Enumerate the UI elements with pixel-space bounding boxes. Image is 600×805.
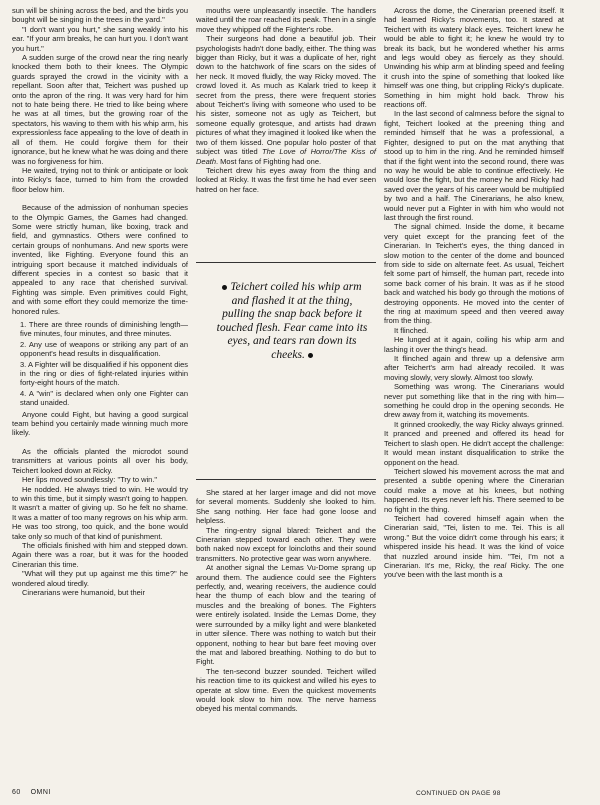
- paragraph: In the last second of calmness before the signal to fight, Teichert looked at the preening thing and reminded himself that he was a professional, a Fighter, designed to put on the mat anything that stood up to him in the ring. And he reminded himself that if the fight went into the second round, there was no way he would be able to continue effectively. He would lose the fight, but the money he and Ricky had saved over the years of his career would be multiplied by two and a half. The Cinerarians, he also knew, would never put a Fighter in with him who would not last through the first round.: [384, 109, 564, 222]
- bullet-icon: [222, 285, 227, 290]
- paragraph: "I don't want you hurt," she sang weakly into his ear. "If your arm breaks, he can hurt you. I don't want you hurt.": [12, 24, 188, 53]
- fighting-rules-list: [12, 320, 188, 408]
- paragraph-text: . Most fans of Fighting had one.: [216, 156, 322, 166]
- bullet-icon: [308, 353, 313, 358]
- paragraph: The officials finished with him and stepped down. Again there was a roar, but it was for the hooded Cinerarian this time.: [12, 540, 188, 569]
- paragraph: It grinned crookedly, the way Ricky always grinned. It pranced and preened and offered its head for Teichert to slash open. He didn't accept the challenge: It would mean instant disqualification to strike the opponent on the head.: [384, 419, 564, 467]
- rule-item: 3. A Fighter will be disqualified if his opponent dies in the ring or dies of fight-related injuries within forty-eight hours of the match.: [20, 359, 188, 388]
- paragraph: A sudden surge of the crowd near the ring nearly knocked them both to their knees. The Olympic guards sprayed the crowd in the vicinity with a repellant. Soon after that, Teichert was pushed up onto the apron of the ring. It was very hard for him not to hate being there. He tried to like being where he was at all times, but the growing roar of the spectators, his waving to them with his whip arm, his expressionless face appealing to the love of death in all of them. He could forgive them for their ignorance, but he knew what he was doing and there was no forgiveness for him.: [12, 53, 188, 166]
- column-middle-upper: [196, 6, 376, 194]
- paragraph-text: Ricky. The one you've been with the last month is a: [384, 560, 564, 580]
- rule-item: 4. A "win" is declared when only one Fighter can stand unaided.: [20, 388, 188, 408]
- column-middle-lower: [196, 488, 376, 714]
- paragraph: He waited, trying not to think or anticipate or look into Ricky's face, turned to him from the crowded floor below him.: [12, 165, 188, 194]
- paragraph: Because of the admission of nonhuman species to the Olympic Games, the Games had changed. Some were strictly human, like boxing, track and field, and gymnastics. Others were confined to certain groups of nonhumans. And new sports were invented, like Fighting. Everyone found this an intriguing sport because it matched individuals of different species in a contest so basic that it appealed to any race that cherished survival. Fighting was simple. Even primitives could Fight, and with some effort they could memorize the time-honored rules.: [12, 203, 188, 316]
- paragraph: It flinched.: [394, 325, 429, 335]
- continued-notice: CONTINUED ON PAGE 98: [416, 790, 501, 797]
- paragraph: [196, 34, 376, 166]
- paragraph: The ten-second buzzer sounded. Teichert willed his reaction time to its quickest and willed his eyes to operate at slow time. Even the quickest movements would look slow to him now. The nerve harness obeyed his mental commands.: [196, 666, 376, 714]
- paragraph: Her lips moved soundlessly: "Try to win.": [22, 475, 158, 485]
- paragraph: Across the dome, the Cinerarian preened itself. It had learned Ricky's movements, too. It stared at Teichert with its watery black eyes. Teichert knew he would be able to fight it; he knew he would try to break its back, but he wondered whether his arms and legs would obey as fiercely as they should. Unwinding his whip arm at blinding speed and feeling it crush into the spine of something that looked like himself was one thing, but crippling Ricky's duplicate. Something in him might hold back. Throw his reactions off.: [384, 6, 564, 110]
- rule-item: 2. Any use of weapons or striking any part of an opponent's head results in disqualification.: [20, 339, 188, 359]
- paragraph: sun will be shining across the bed, and the birds you bought will be singing in the trees in the yard.": [12, 6, 188, 25]
- paragraph: Cinerarians were humanoid, but their: [22, 587, 145, 597]
- page-number: 60: [12, 789, 21, 796]
- paragraph: Something was wrong. The Cinerarians would never put something like that in the ring with him—something he could drop in the opening seconds. He drew away from it, watching its movements.: [384, 382, 564, 420]
- paragraph: [384, 514, 564, 580]
- paragraph: Anyone could Fight, but having a good surgical team behind you certainly made winning much more likely.: [12, 409, 188, 438]
- paragraph: The signal chimed. Inside the dome, it became very quiet except for the prancing feet of the Cinerarian. In Teichert's eyes, the thing danced in slow motion to the center of the dome and bounced from side to side on alternate feet. As usual, Teichert felt some part of himself, the human part, recede into some back corner of his brain. It was as if he stood back and watched his body go through the motions of destroying opponents. He moved into the center of the ring at maximum speed and then veered away from the thing.: [384, 222, 564, 326]
- paragraph: "What will they put up against me this time?" he wondered aloud tiredly.: [12, 569, 188, 588]
- column-left: [12, 6, 188, 597]
- column-right: [384, 6, 564, 580]
- paragraph: Teichert slowed his movement across the mat and presented a subtle opening where the Cinerarian could make a move at his knees, but nothing happened. Its eyes never left his. There seemed to be no fight in the thing.: [384, 466, 564, 514]
- pull-quote-body: Teichert coiled his whip arm and flashed it at the thing, pulling the snap back before it touched flesh. Fear came into its eyes, and tears ran down its cheeks.: [216, 281, 368, 361]
- magazine-name: OMNI: [30, 789, 51, 796]
- paragraph: It flinched again and threw up a defensive arm after Teichert's arm had already recoiled. It was moving slowly, very slowly. Almost too slowly.: [384, 354, 564, 382]
- paragraph-text: Their surgeons had done a beautiful job. Their psychologists hadn't done badly, either. The thing was bigger than Ricky, but it was a duplicate of her, right down to the hatchwork of fine scars on the sides of her neck. It moved fluidly, the way Ricky moved. The crowd loved it. As much as Kalark tried to keep it secret from the press, there were frequent stories about Teichert's living with someone who used to be his sister, someone not as ugly as Teichert, but someone equally grotesque, and artists had drawn pictures of what they imagined it looked like when the two of them kissed. One popular holo poster of that subject was titled: [196, 34, 376, 157]
- page-footer: [12, 789, 51, 796]
- paragraph: As the officials planted the microdot sound transmitters at various points all over his body, Teichert looked down at Ricky.: [12, 446, 188, 475]
- pull-quote: [196, 262, 376, 480]
- poster-title: The Love of Horror/The Kiss of Death: [196, 147, 376, 166]
- rule-item: 1. There are three rounds of diminishing length—five minutes, four minutes, and three minutes.: [20, 320, 188, 339]
- emphasis: real: [493, 560, 507, 570]
- paragraph: He nodded. He always tried to win. He would try to win this time, but it simply wasn't going to happen. It wasn't a matter of giving up. So he felt no shame. It was a matter of too many regrows on his whip arm. He was too strong, too quick, and the bone would take only so much of that kind of punishment.: [12, 484, 188, 541]
- paragraph: The ring-entry signal blared: Teichert and the Cinerarian stepped toward each other. They were both naked now except for loincloths and their sound transmitters. No protective gear was worn anywhere.: [196, 525, 376, 563]
- pull-quote-text: [216, 281, 368, 363]
- paragraph: At another signal the Lemas Vu-Dome sprang up around them. The audience could see the Fighters perfectly, and, wearing receivers, the audience could hear the thump of each blow and the tearing of muscles and the breaking of bones. The Fighters were entirely isolated. Inside the Lemas Dome, they were surrounded by a milky light and were blanketed in utter silence. There was nothing to watch but their opponent, nothing to hear but bare feet moving over the mat and labored breathing. Nothing to do but to Fight.: [196, 563, 376, 667]
- paragraph: He lunged at it again, coiling his whip arm and lashing it over the thing's head.: [384, 335, 564, 354]
- paragraph: mouths were unpleasantly insectile. The handlers waited until the roar reached its peak. Then in a single move they whipped off the Fighter's robe.: [196, 6, 376, 34]
- paragraph-text: Teichert had covered himself again when the Cinerarian said, "Tei, listen to me. Tei. This is all wrong." But the voice didn't come through his ears; it whispered inside his head. It was the kind of voice that nuzzled around inside him. "Tei, I'm not a Cinerarian. It's me, Ricky, the: [384, 513, 564, 570]
- paragraph: She stared at her larger image and did not move for several moments. Suddenly she looked to him. She sang nothing. Her face had gone loose and helpless.: [196, 488, 376, 526]
- paragraph: Teichert drew his eyes away from the thing and looked at Ricky. It was the first time he had ever seen hatred on her face.: [196, 165, 376, 194]
